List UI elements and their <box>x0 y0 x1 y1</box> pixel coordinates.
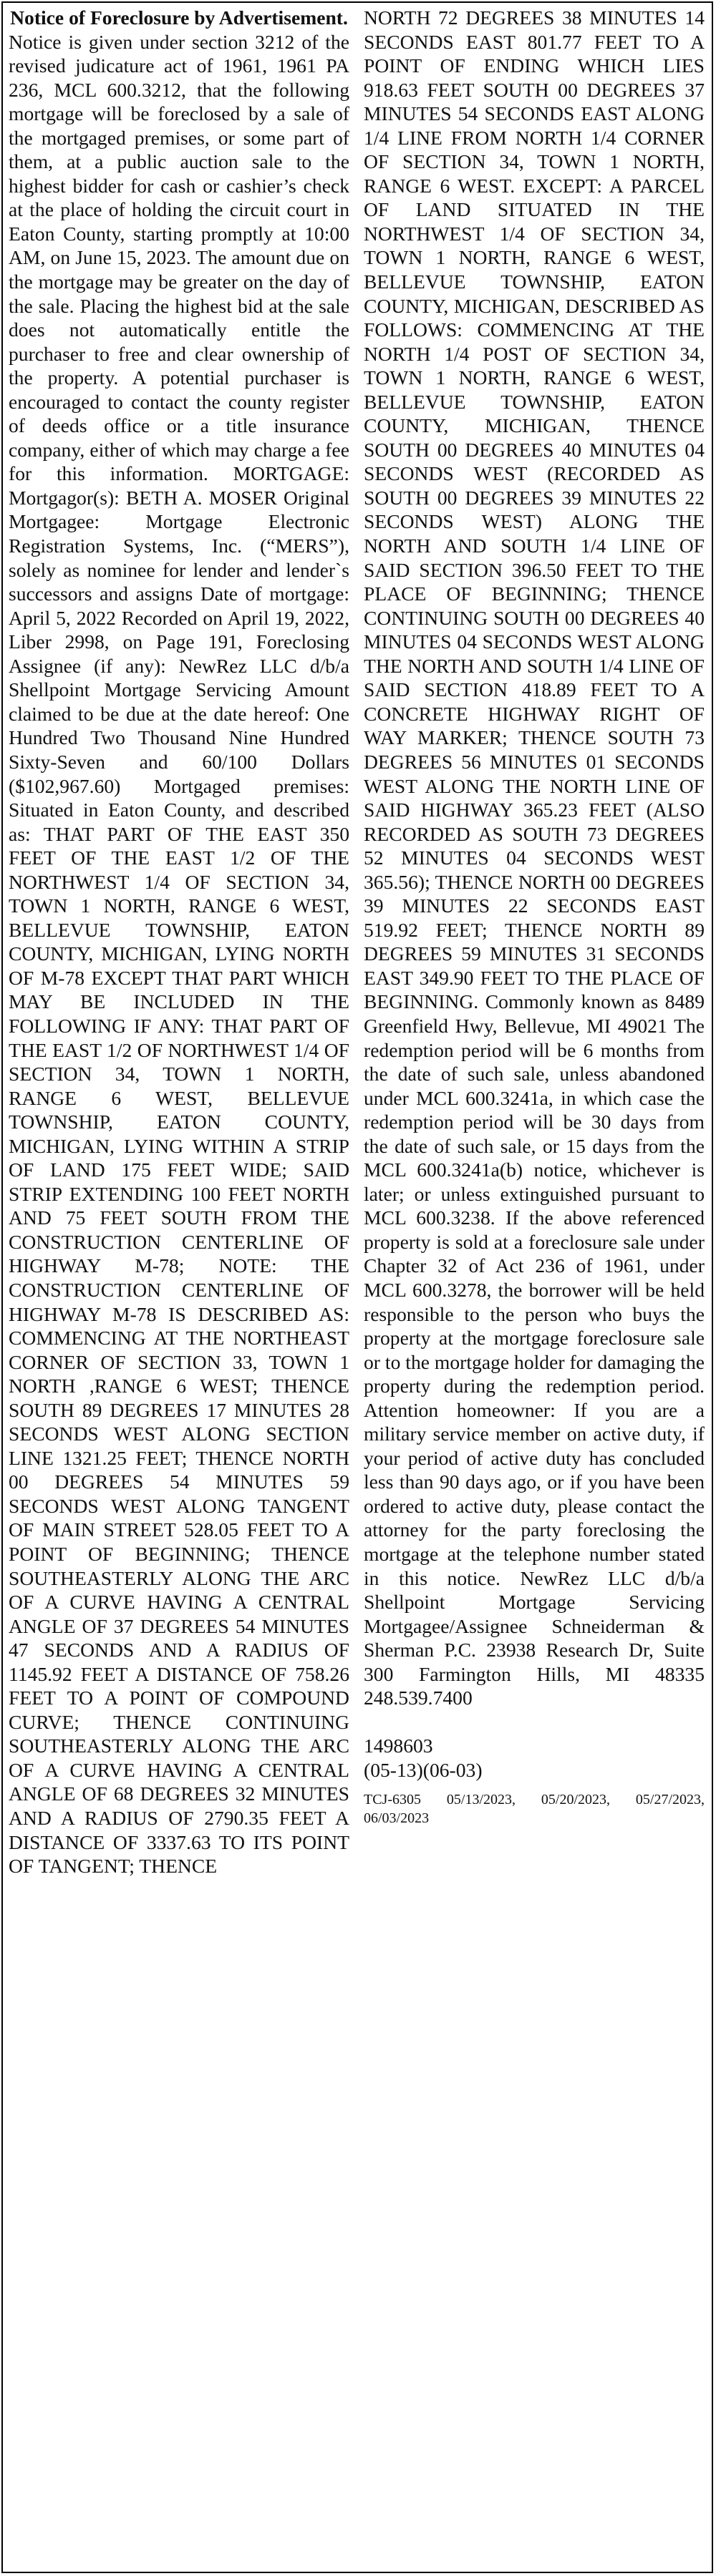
notice-columns <box>9 6 705 2567</box>
notice-body-part-1: Notice is given under section 3212 of the revised judicature act of 1961, 1961 PA 236, MCL 600.3212, that the following mortgage will be foreclosed by a sale of the mortgaged premises, or some part of them, at a public auction sale to the highest bidder for cash or cashier’s check at the place of holding the circuit court in Eaton County, starting promptly at 10:00 AM, on June 15, 2023. The amount due on the mortgage may be greater on the day of the sale. Placing the highest bid at the sale does not automatically entitle the purchaser to free and clear ownership of the property. A potential purchaser is encouraged to contact the county register of deeds office or a title insurance company, either of which may charge a fee for this information. MORTGAGE: Mortgagor(s): BETH A. MOSER Original Mortgagee: Mortgage Electronic Registration Systems, Inc. (“MERS”), solely as nominee for lender and lender`s successors and assigns Date of mortgage: April 5, 2022 Recorded on April 19, 2022, Liber 2998, on Page 191, Foreclosing Assignee (if any): NewRez LLC d/b/a Shellpoint Mortgage Servicing Amount claimed to be due at the date hereof: One Hundred Two Thousand Nine Hundred Sixty-Seven and 60/100 Dollars ($102,967.60) Mortgaged premises: Situated in Eaton County, and described as: THAT PART OF THE EAST 350 FEET OF THE EAST 1/2 OF THE NORTHWEST 1/4 OF SECTION 34, TOWN 1 NORTH, RANGE 6 WEST, BELLEVUE TOWNSHIP, EATON COUNTY, MICHIGAN, LYING NORTH OF M-78 EXCEPT THAT PART WHICH MAY BE INCLUDED IN THE FOLLOWING IF ANY: THAT PART OF THE EAST 1/2 OF NORTHWEST 1/4 OF SECTION 34, TOWN 1 NORTH, RANGE 6 WEST, BELLEVUE TOWNSHIP, EATON COUNTY, MICHIGAN, LYING WITHIN A STRIP OF LAND 175 FEET WIDE; SAID STRIP EXTENDING 100 FEET NORTH AND 75 FEET SOUTH FROM THE CONSTRUCTION CENTERLINE OF HIGHWAY M-78; NOTE: THE CONSTRUCTION CENTERLINE OF HIGHWAY M-78 IS DESCRIBED AS: COMMENCING AT THE NORTHEAST CORNER OF SECTION 33, TOWN 1 NORTH ,RANGE 6 WEST; THENCE SOUTH 89 DEGREES 17 MINUTES 28 SECONDS WEST ALONG SECTION LINE 1321.25 FEET; THENCE NORTH 00 DEGREES 54 MINUTES 59 SECONDS WEST ALONG TANGENT OF MAIN STREET 528.05 FEET TO A POINT OF BEGINNING; THENCE SOUTHEASTERLY ALONG THE ARC OF A CURVE HAVING A CENTRAL ANGLE OF 37 DEGREES 54 MINUTES 47 SECONDS AND A RADIUS OF 1145.92 FEET A DISTANCE OF 758.26 FEET TO A POINT OF COMPOUND CURVE; THENCE CONTINUING SOUTHEASTERLY ALONG THE ARC OF A CURVE HAVING A CENTRAL ANGLE OF 68 DEGREES 32 MINUTES AND A RADIUS OF 2790.35 FEET A DISTANCE OF 3337.63 TO ITS POINT OF TANGENT; THENCE <box>9 30 349 1878</box>
publication-dates-footer: TCJ-6305 05/13/2023, 05/20/2023, 05/27/2023, 06/03/2023 <box>364 1792 705 1827</box>
notice-title: Notice of Foreclosure by Advertisement. <box>10 6 348 29</box>
paragraph-spacer <box>364 1710 705 1735</box>
notice-body-part-2: NORTH 72 DEGREES 38 MINUTES 14 SECONDS EAST 801.77 FEET TO A POINT OF ENDING WHICH LIES 918.63 FEET SOUTH 00 DEGREES 37 MINUTES 54 SECONDS EAST ALONG 1/4 LINE FROM NORTH 1/4 CORNER OF SECTION 34, TOWN 1 NORTH, RANGE 6 WEST. EXCEPT: A PARCEL OF LAND SITUATED IN THE NORTHWEST 1/4 OF SECTION 34, TOWN 1 NORTH, RANGE 6 WEST, BELLEVUE TOWNSHIP, EATON COUNTY, MICHIGAN, DESCRIBED AS FOLLOWS: COMMENCING AT THE NORTH 1/4 POST OF SECTION 34, TOWN 1 NORTH, RANGE 6 WEST, BELLEVUE TOWNSHIP, EATON COUNTY, MICHIGAN, THENCE SOUTH 00 DEGREES 40 MINUTES 04 SECONDS WEST (RECORDED AS SOUTH 00 DEGREES 39 MINUTES 22 SECONDS WEST) ALONG THE NORTH AND SOUTH 1/4 LINE OF SAID SECTION 396.50 FEET TO THE PLACE OF BEGINNING; THENCE CONTINUING SOUTH 00 DEGREES 40 MINUTES 04 SECONDS WEST ALONG THE NORTH AND SOUTH 1/4 LINE OF SAID SECTION 418.89 FEET TO A CONCRETE HIGHWAY RIGHT OF WAY MARKER; THENCE SOUTH 73 DEGREES 56 MINUTES 01 SECONDS WEST ALONG THE NORTH LINE OF SAID HIGHWAY 365.23 FEET (ALSO RECORDED AS SOUTH 73 DEGREES 52 MINUTES 04 SECONDS WEST 365.56); THENCE NORTH 00 DEGREES 39 MINUTES 22 SECONDS EAST 519.92 FEET; THENCE NORTH 89 DEGREES 59 MINUTES 31 SECONDS EAST 349.90 FEET TO THE PLACE OF BEGINNING. Commonly known as 8489 Greenfield Hwy, Bellevue, MI 49021 The redemption period will be 6 months from the date of such sale, unless abandoned under MCL 600.3241a, in which case the redemption period will be 30 days from the date of such sale, or 15 days from the MCL 600.3241a(b) notice, whichever is later; or unless extinguished pursuant to MCL 600.3238. If the above referenced property is sold at a foreclosure sale under Chapter 32 of Act 236 of 1961, under MCL 600.3278, the borrower will be held responsible to the person who buys the property at the mortgage foreclosure sale or to the mortgage holder for damaging the property during the redemption period. Attention homeowner: If you are a military service member on active duty, if your period of active duty has concluded less than 90 days ago, or if you have been ordered to active duty, please contact the attorney for the party foreclosing the mortgage at the telephone number stated in this notice. NewRez LLC d/b/a Shellpoint Mortgage Servicing Mortgagee/Assignee Schneiderman & Sherman P.C. 23938 Research Dr, Suite 300 Farmington Hills, MI 48335 248.539.7400 <box>364 6 705 1709</box>
notice-column-right <box>364 6 705 2567</box>
ad-number: 1498603 <box>364 1735 433 1757</box>
publication-codes: (05-13)(06-03) <box>364 1758 483 1781</box>
notice-column-left <box>9 6 349 2567</box>
